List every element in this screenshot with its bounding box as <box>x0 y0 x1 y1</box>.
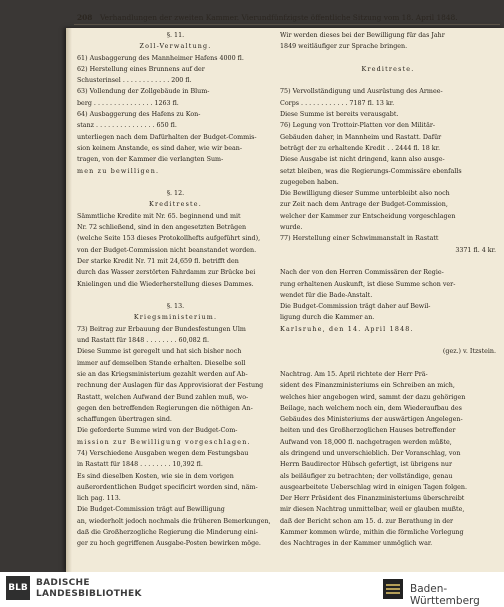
left-column-line: Schusterinsel . . . . . . . . . . . . 200 fl. <box>77 77 192 85</box>
right-column-line: Der Herr Präsident des Finanzministeriums überschreibt <box>280 495 465 503</box>
left-column-line: in Rastatt für 1848 . . . . . . . . 10,392 fl. <box>77 461 203 469</box>
right-column-line: Herrn Baudirector Hübsch gefertigt, ist übrigens nur <box>280 461 453 469</box>
right-column-line: Diese Summe ist bereits verausgabt. <box>280 111 399 119</box>
right-column-line: Karlsruhe, den 14. April 1848. <box>280 325 414 333</box>
right-column-line: welcher der Kammer zur Entscheidung vorgeschlagen <box>280 212 456 220</box>
left-column-line: Zoll-Verwaltung. <box>139 43 212 51</box>
right-column-line: 75) Vervollständigung und Ausrüstung des Armee- <box>280 88 443 96</box>
left-column-line: unterliegen nach dem Dafürhalten der Budget-Commis- <box>77 133 257 141</box>
right-column-line <box>280 75 496 86</box>
left-column-line: Knielingen und die Wiederherstellung dieses Dammes. <box>77 280 254 288</box>
right-column-line: welches hier angebogen wird, sammt der dazu gehörigen <box>280 393 466 401</box>
left-column-line: §. 11. <box>166 32 185 39</box>
right-column-line: zur Zeit nach dem Antrage der Budget-Commission, <box>280 201 448 209</box>
left-column-line: lich pag. 113. <box>77 495 121 503</box>
state-coat-of-arms-icon <box>382 578 404 600</box>
left-column-line: sie an das Kriegsministerium gezahlt werden auf Ab- <box>77 370 248 378</box>
right-column-line: als dringend und unverschieblich. Der Voranschlag, von <box>280 449 461 457</box>
left-column-line: Es sind dieselben Kosten, wie sie in dem vorigen <box>77 472 234 480</box>
right-column-line: mir diesen Nachtrag unmittelbar, weil er glauben mußte, <box>280 506 465 514</box>
right-column-line: Die Bewilligung dieser Summe unterbleibt also noch <box>280 190 450 198</box>
right-column-line: setzt bleiben, was die Regierungs-Commissäre ebenfalls <box>280 167 462 175</box>
right-column-line: Die Budget-Commission trägt daher auf Bewil- <box>280 303 431 311</box>
left-column-line: Diese Summe ist geregelt und hat sich bisher noch <box>77 348 242 356</box>
left-column-line: mission zur Bewilligung vorgeschlagen. <box>77 438 251 446</box>
left-column-line: (welche Seite 153 dieses Protokollhefts aufgeführt sind), <box>77 235 261 243</box>
left-column-line <box>77 177 274 188</box>
right-column-line: (gez.) v. Itzstein. <box>442 348 496 356</box>
left-column-line: 62) Herstellung eines Brunnens auf der <box>77 65 205 73</box>
left-column-line: Kriegsministerium. <box>133 314 218 322</box>
right-column-line: daß der Bericht schon am 15. d. zur Berathung in der <box>280 517 454 525</box>
left-text-column <box>77 30 274 550</box>
left-column-line: immer auf demselben Stande erhalten. Dieselbe soll <box>77 359 246 367</box>
right-column-line: wendet für die Bade-Anstalt. <box>280 291 373 299</box>
library-footer <box>0 572 504 605</box>
right-column-line: 77) Herstellung einer Schwimmanstalt in Rastatt <box>280 235 439 243</box>
right-column-line <box>280 53 496 64</box>
right-column-line <box>280 358 496 369</box>
left-column-line: 63) Vollendung der Zollgebäude in Blum- <box>77 88 210 96</box>
right-column-line: rung erhaltenen Auskunft, ist diese Summe schon ver- <box>280 280 456 288</box>
left-column-line: stanz . . . . . . . . . . . . . . . 650 fl. <box>77 122 177 130</box>
right-column-line: zugegeben haben. <box>280 178 339 186</box>
right-column-line: Wir werden dieses bei der Bewilligung für das Jahr <box>280 32 445 39</box>
right-column-line: Beilage, nach welchem noch ein, dem Wiederaufbau des <box>280 404 462 412</box>
left-column-line: Der starke Kredit Nr. 71 mit 24,659 fl. betrifft den <box>77 257 239 265</box>
right-column-line: Diese Ausgabe ist nicht dringend, kann also ausge- <box>280 156 445 164</box>
right-column-line: Kammer kommen würde, mithin die förmliche Vorlegung <box>280 529 464 537</box>
right-column-line: heiten und des Großherzoglichen Hauses betreffender <box>280 427 456 435</box>
right-column-line: als beiläufiger zu betrachten; der vollständige, genau <box>280 472 453 480</box>
right-column-line: Kreditreste. <box>361 65 415 73</box>
right-column-line: Nachtrag. Am 15. April richtete der Herr Prä- <box>280 370 428 378</box>
left-column-line: von der Budget-Commission nicht beanstandet worden. <box>77 246 257 254</box>
left-column-line: Sämmtliche Kredite mit Nr. 65. beginnend und mit <box>77 212 241 220</box>
left-column-line: gegen den betreffenden Regierungen die nöthigen An- <box>77 404 253 412</box>
left-column-line: §. 13. <box>166 303 185 311</box>
right-column-line: 76) Legung von Trottoir-Platten vor den Militär- <box>280 122 436 130</box>
left-column-line: 61) Ausbaggerung des Mannheimer Hafens 4000 fl. <box>77 54 244 62</box>
right-text-column <box>280 30 496 550</box>
right-column-line: Aufwand von 18,000 fl. nachgetragen werden müßte, <box>280 438 452 446</box>
left-column-line: Die geforderte Summe wird von der Budget-Com- <box>77 427 238 435</box>
page-number: 208 <box>77 13 93 22</box>
left-column-line <box>77 290 274 301</box>
left-column-line: daß die Großherzogliche Regierung die Minderung eini- <box>77 529 258 537</box>
running-title: Verhandlungen der zweiten Kammer. Vierundfünfzigste öffentliche Sitzung vom 18. April 1848. <box>100 13 458 22</box>
right-column-line: Corps . . . . . . . . . . . . 7187 fl. 13 kr. <box>280 99 395 107</box>
right-column-line: ligung durch die Kammer an. <box>280 314 375 322</box>
left-column-line: men zu bewilligen. <box>77 167 160 175</box>
left-column-line: Die Budget-Commission trägt auf Bewilligung <box>77 506 225 514</box>
right-column-line <box>280 256 496 267</box>
footer-state-name: Baden-Württemberg <box>410 583 480 607</box>
right-column-line: des Nachtrages in der Kammer unmöglich war. <box>280 540 433 548</box>
left-column-line: an, wiederholt jedoch nochmals die früheren Bemerkungen, <box>77 517 271 525</box>
left-column-line: ger zu hoch gegriffenen Ausgabe-Posten bewirken möge. <box>77 540 261 548</box>
right-column-line: Gebäudes des Ministeriums der auswärtigen Angelegen- <box>280 416 463 424</box>
left-column-line: berg . . . . . . . . . . . . . . . 1263 fl. <box>77 99 179 107</box>
footer-library-name-line1: BADISCHE <box>36 578 90 588</box>
right-column-line: Gebäuden daher, in Mannheim und Rastatt. Dafür <box>280 133 442 141</box>
left-column-line: tragen, von der Kammer die verlangten Sum- <box>77 156 224 164</box>
header-rule <box>74 24 500 25</box>
left-column-line: und Rastatt für 1848 . . . . . . . . 60,082 fl. <box>77 337 210 345</box>
right-column-line: 3371 fl. 4 kr. <box>455 246 496 254</box>
left-column-line: außerordentlichen Budget specificirt worden sind, näm- <box>77 483 258 491</box>
blb-logo: BLB <box>6 576 30 600</box>
right-column-line <box>280 335 496 346</box>
left-column-line: durch das Wasser zerstörten Fahrdamm zur Brücke bei <box>77 269 256 277</box>
right-column-line: 1849 weitläufiger zur Sprache bringen. <box>280 43 408 51</box>
left-column-line: schaffungen übertragen sind. <box>77 416 172 424</box>
left-column-line: 74) Verschiedene Ausgaben wegen dem Festungsbau <box>77 449 249 457</box>
right-column-line: Nach der von den Herren Commissären der Regie- <box>280 269 444 277</box>
left-column-line: rechnung der Auslagen für das Approvisiorat der Festung <box>77 382 264 390</box>
left-column-line: Kreditreste. <box>149 201 202 209</box>
left-column-line: Nr. 72 schließend, sind in den angesetzten Beträgen <box>77 224 247 232</box>
left-column-line: 64) Ausbaggerung des Hafens zu Kon- <box>77 111 201 119</box>
footer-library-name-line2: LANDESBIBLIOTHEK <box>36 589 142 599</box>
left-column-line: sion keinem Anstande, es sind daher, wie wir bean- <box>77 144 242 152</box>
left-column-line: §. 12. <box>166 190 185 198</box>
book-spine-shadow <box>66 28 72 572</box>
right-column-line: wurde. <box>280 224 303 232</box>
right-column-line: beträgt der zu erhaltende Kredit . . 2444 fl. 18 kr. <box>280 144 440 152</box>
left-column-line: Rastatt, welchen Aufwand der Bund zahlen muß, wo- <box>77 393 249 401</box>
left-column-line: 73) Beitrag zur Erbauung der Bundesfestungen Ulm <box>77 325 246 333</box>
right-column-line: sident des Finanzministeriums ein Schreiben an mich, <box>280 382 455 390</box>
right-column-line: ausgearbeitete Ueberschlag wird in einigen Tagen folgen. <box>280 483 468 491</box>
